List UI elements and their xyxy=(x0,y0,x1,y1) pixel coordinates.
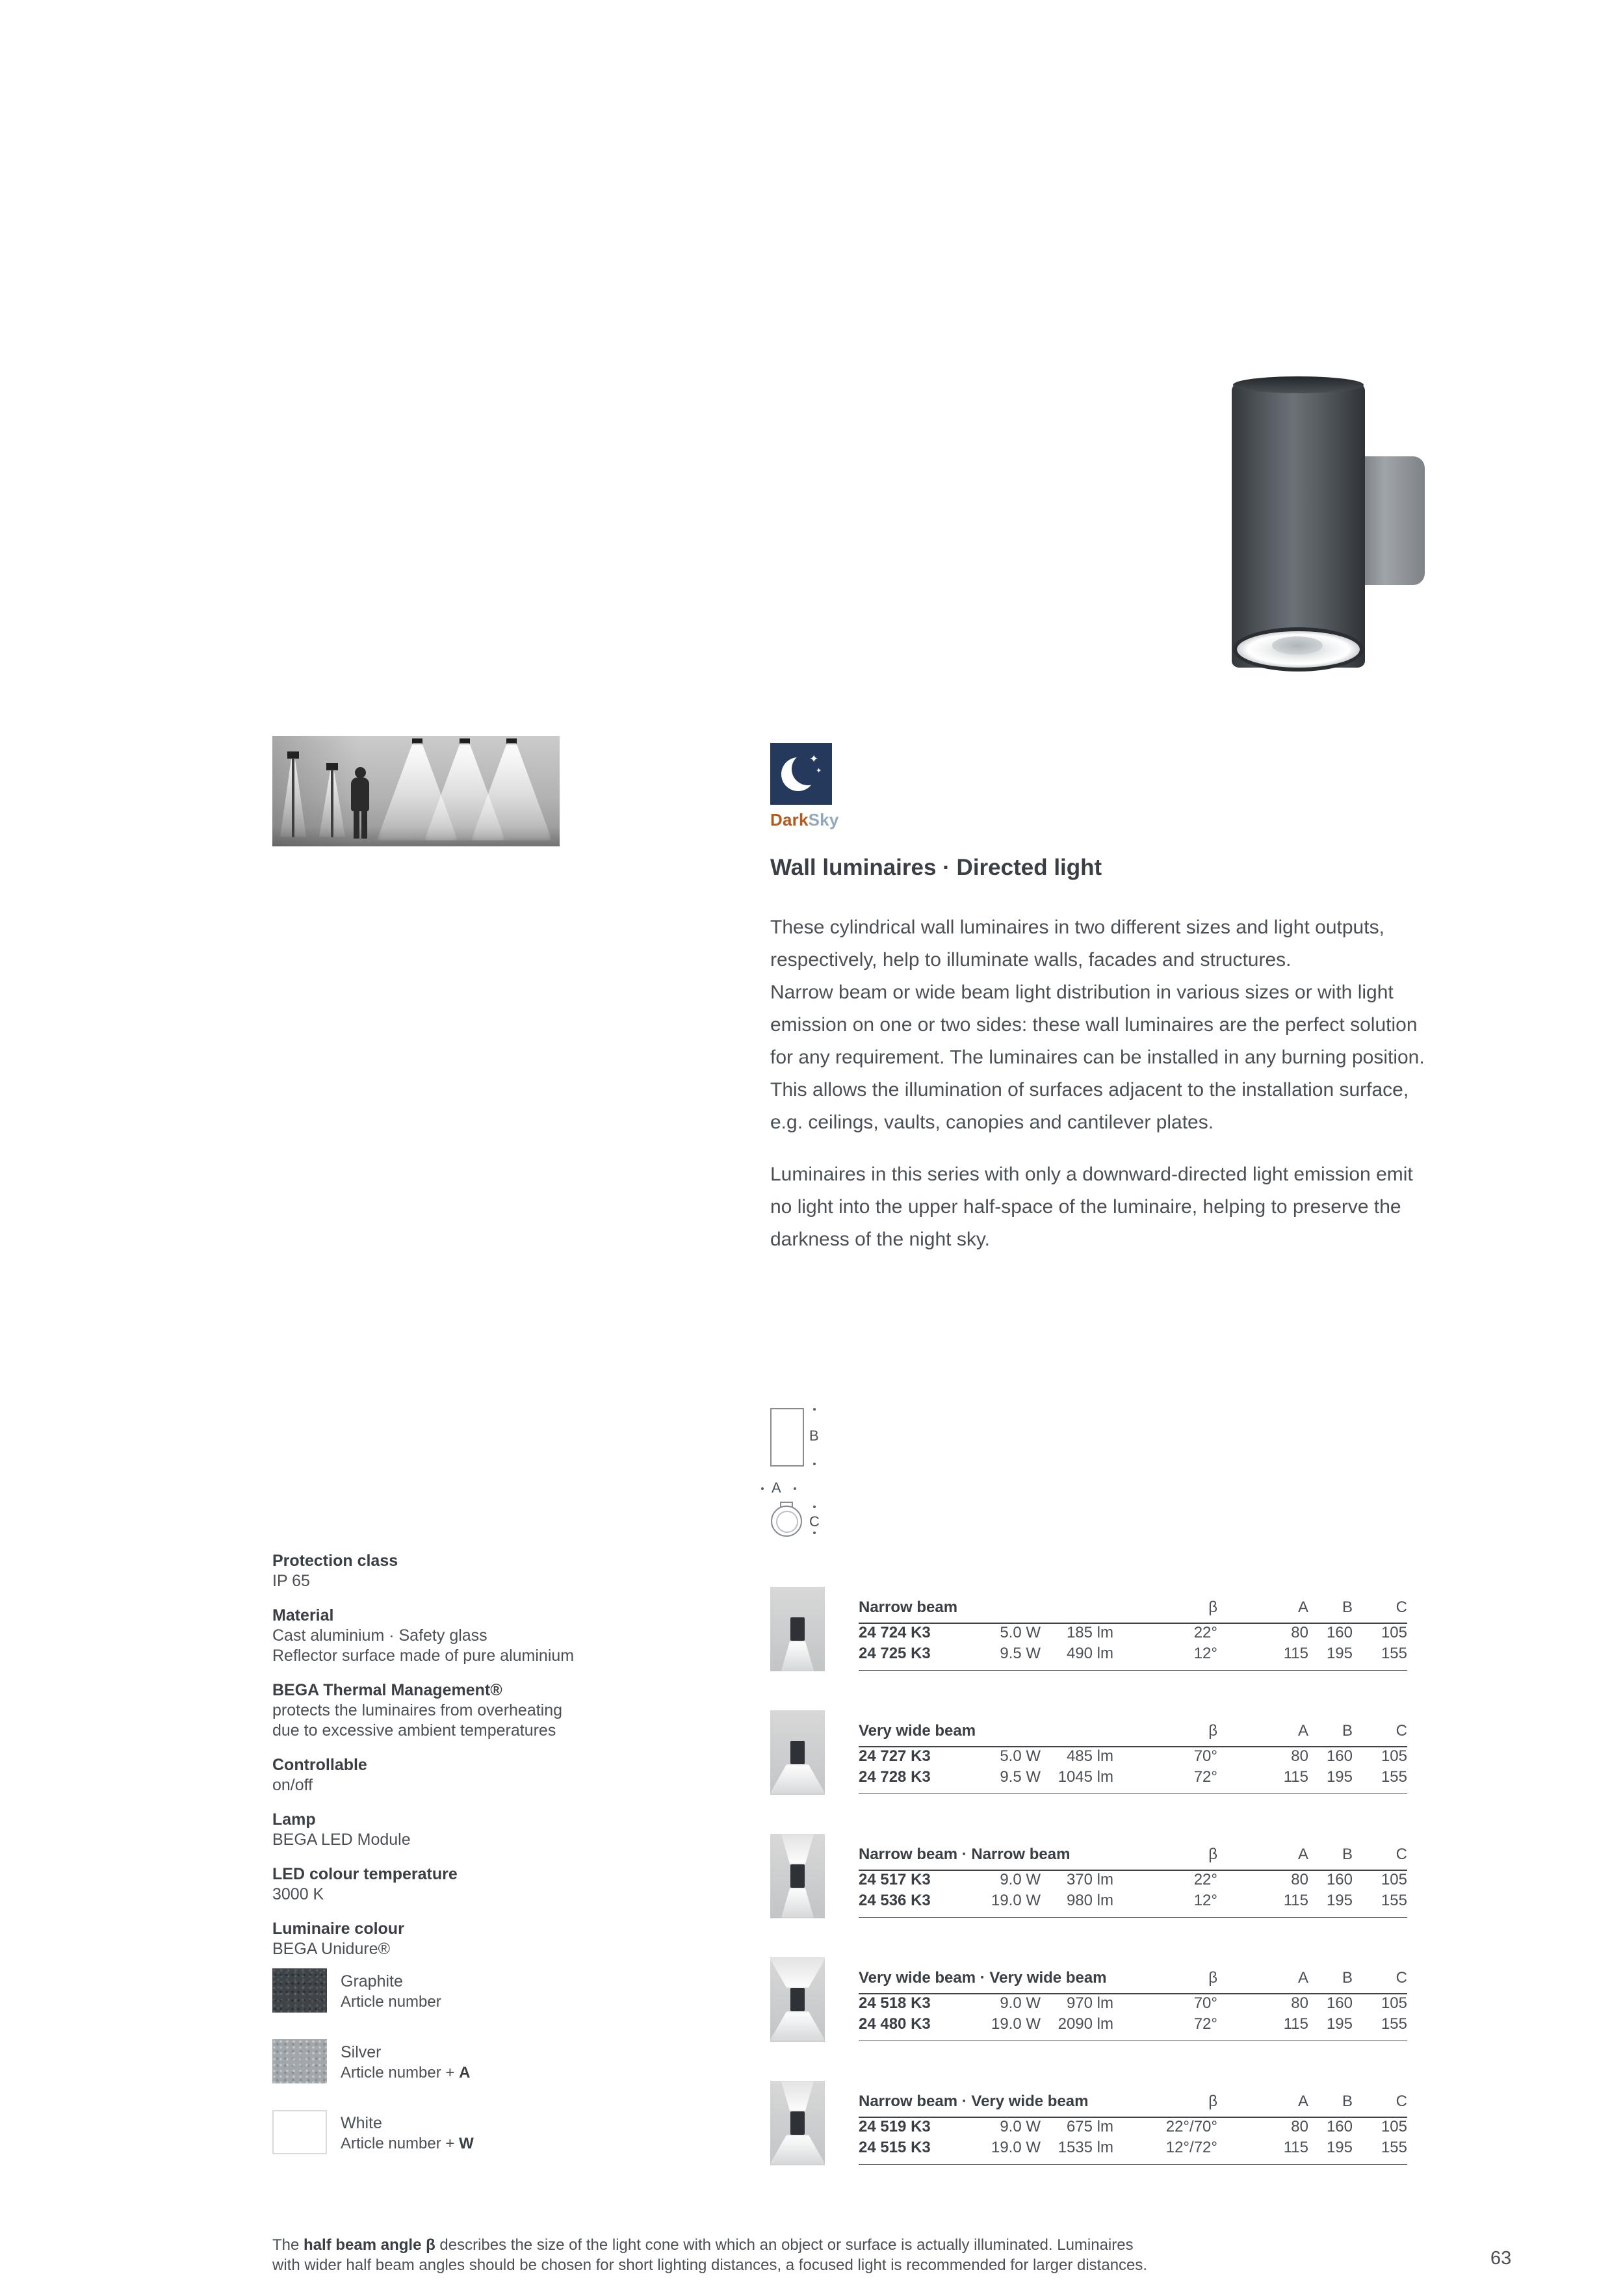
article-number: 24 518 K3 xyxy=(859,1994,931,2012)
col-header-c: C xyxy=(1396,1722,1407,1740)
dim-a: 115 xyxy=(1283,1892,1308,1909)
col-header-beta: β xyxy=(1208,1598,1217,1616)
dim-b: 160 xyxy=(1326,1747,1353,1765)
article-number: 24 519 K3 xyxy=(859,2118,931,2135)
data-table xyxy=(859,2093,1407,2165)
dim-b: 195 xyxy=(1326,1768,1353,1786)
dim-c: 105 xyxy=(1381,1624,1407,1641)
luminaire-thumbnail xyxy=(770,1834,825,1918)
dimension-tick xyxy=(794,1487,796,1490)
article-number: 24 727 K3 xyxy=(859,1747,931,1765)
spec-title: Luminaire colour xyxy=(272,1920,404,1938)
spec-value: Reflector surface made of pure aluminium xyxy=(272,1647,575,1665)
graphite-swatch xyxy=(272,1968,327,2013)
intro-paragraph-3: Luminaires in this series with only a downward-directed light emission emit no light into the upper half-space of the luminaire, helping to preserve the darkness of the night sky. xyxy=(770,1164,1413,1250)
spec-title: Controllable xyxy=(272,1756,367,1774)
dim-b: 160 xyxy=(1326,1624,1353,1641)
footnote-text: describes the size of the light cone with which an object or surface is actually illuminated. Luminaires xyxy=(435,2236,1134,2254)
article-number: 24 536 K3 xyxy=(859,1892,931,1909)
spec-value: on/off xyxy=(272,1776,313,1794)
col-header-c: C xyxy=(1396,2093,1407,2110)
dim-a: 115 xyxy=(1283,1768,1308,1786)
beam-angle: 70° xyxy=(1193,1747,1217,1765)
spec-value: Cast aluminium · Safety glass xyxy=(272,1626,487,1645)
table-header xyxy=(859,1598,1407,1624)
luminous-flux: 485 lm xyxy=(1066,1747,1113,1765)
col-header-b: B xyxy=(1342,2093,1353,2110)
col-header-a: A xyxy=(1297,1722,1308,1740)
beam-angle: 12° xyxy=(1193,1645,1217,1662)
dim-b: 195 xyxy=(1326,1892,1353,1909)
dim-c: 155 xyxy=(1381,2015,1407,2033)
article-number: 24 515 K3 xyxy=(859,2139,931,2156)
colour-article xyxy=(341,1993,441,2011)
table-header xyxy=(859,1969,1407,1994)
footnote-line-2: with wider half beam angles should be chosen for short lighting distances, a focused light is recommended for larger distances. xyxy=(272,2256,1148,2274)
light-beam-up xyxy=(770,1834,825,1864)
dim-c: 155 xyxy=(1381,2139,1407,2156)
light-beam-down xyxy=(770,1764,825,1795)
light-beam-up xyxy=(770,2081,825,2111)
table-row xyxy=(859,1645,1407,1665)
spec-title: BEGA Thermal Management® xyxy=(272,1681,502,1699)
article-text: Article number xyxy=(341,1993,441,2011)
luminaire-body xyxy=(790,2111,805,2135)
data-table xyxy=(859,1598,1407,1671)
top-view-inner-circle xyxy=(776,1511,798,1533)
footnote-line-1 xyxy=(272,2235,1286,2255)
article-suffix: A xyxy=(459,2064,471,2081)
col-header-a: A xyxy=(1297,1846,1308,1863)
beam-angle: 72° xyxy=(1193,2015,1217,2033)
luminous-flux: 490 lm xyxy=(1066,1645,1113,1662)
colour-options xyxy=(272,1968,740,2181)
beam-angle: 70° xyxy=(1193,1994,1217,2012)
colour-name: Graphite xyxy=(341,1972,403,1990)
dim-a: 80 xyxy=(1291,2118,1308,2135)
table-row xyxy=(859,1892,1407,1912)
wattage: 9.0 W xyxy=(1000,2118,1041,2135)
colour-name: White xyxy=(341,2114,382,2132)
col-header-c: C xyxy=(1396,1846,1407,1863)
beam-angle: 22°/70° xyxy=(1165,2118,1217,2135)
dimension-label-b: B xyxy=(809,1428,819,1444)
dim-c: 105 xyxy=(1381,1747,1407,1765)
dim-c: 105 xyxy=(1381,1994,1407,2012)
darksky-label xyxy=(770,810,839,830)
footnote-text: The xyxy=(272,2236,304,2254)
dim-b: 160 xyxy=(1326,1994,1353,2012)
wattage: 5.0 W xyxy=(1000,1747,1041,1765)
dim-a: 115 xyxy=(1283,2015,1308,2033)
article-number: 24 724 K3 xyxy=(859,1624,931,1641)
white-swatch xyxy=(272,2110,327,2154)
dim-a: 80 xyxy=(1291,1994,1308,2012)
table-row xyxy=(859,2015,1407,2036)
pole xyxy=(292,758,294,837)
article-number: 24 725 K3 xyxy=(859,1645,931,1662)
luminous-flux: 370 lm xyxy=(1066,1871,1113,1888)
wattage: 19.0 W xyxy=(991,2139,1041,2156)
spec-controllable xyxy=(272,1755,740,1795)
luminaire-body xyxy=(790,1864,805,1888)
spec-value: due to excessive ambient temperatures xyxy=(272,1721,556,1740)
dimension-diagram xyxy=(770,1402,881,1548)
beam-angle: 22° xyxy=(1193,1871,1217,1888)
spec-title: Material xyxy=(272,1606,334,1624)
spec-colour-temperature xyxy=(272,1864,740,1905)
table-title: Narrow beam xyxy=(859,1598,958,1616)
table-row xyxy=(859,2118,1407,2139)
light-distribution-image xyxy=(272,736,560,846)
wattage: 5.0 W xyxy=(1000,1624,1041,1641)
front-view-outline xyxy=(770,1408,804,1467)
luminaire-glass-center xyxy=(1272,636,1323,655)
table-row xyxy=(859,1871,1407,1892)
luminaire-cylinder xyxy=(1232,380,1365,668)
colour-option-silver xyxy=(272,2039,740,2083)
col-header-a: A xyxy=(1297,2093,1308,2110)
table-row xyxy=(859,1994,1407,2015)
spec-title: Lamp xyxy=(272,1810,316,1829)
luminaire-thumbnail xyxy=(770,1957,825,2042)
table-header xyxy=(859,2093,1407,2118)
dim-c: 105 xyxy=(1381,2118,1407,2135)
spec-thermal-management xyxy=(272,1680,740,1741)
spec-value: IP 65 xyxy=(272,1572,310,1590)
spec-material xyxy=(272,1606,740,1666)
table-header xyxy=(859,1722,1407,1747)
intro-paragraph-1: These cylindrical wall luminaires in two different sizes and light outputs, respectively, help to illuminate walls, facades and structures. xyxy=(770,917,1384,971)
luminous-flux: 970 lm xyxy=(1066,1994,1113,2012)
spec-title: Protection class xyxy=(272,1552,398,1570)
beam-angle: 12°/72° xyxy=(1165,2139,1217,2156)
table-title: Narrow beam · Very wide beam xyxy=(859,2093,1089,2110)
luminaire-body xyxy=(790,1988,805,2011)
col-header-beta: β xyxy=(1208,1722,1217,1740)
col-header-a: A xyxy=(1297,1969,1308,1987)
wattage: 9.5 W xyxy=(1000,1768,1041,1786)
wattage: 9.5 W xyxy=(1000,1645,1041,1662)
table-row xyxy=(859,2139,1407,2159)
luminaire-body xyxy=(790,1617,805,1641)
luminaire-body xyxy=(790,1741,805,1764)
col-header-beta: β xyxy=(1208,1846,1217,1863)
star-icon: ✦ xyxy=(816,767,822,775)
star-icon: ✦ xyxy=(809,753,819,765)
dim-a: 80 xyxy=(1291,1624,1308,1641)
dim-a: 80 xyxy=(1291,1747,1308,1765)
col-header-b: B xyxy=(1342,1722,1353,1740)
luminaire-top-cap xyxy=(1233,376,1364,393)
colour-option-graphite xyxy=(272,1968,740,2013)
luminous-flux: 1535 lm xyxy=(1058,2139,1113,2156)
article-text: Article number + xyxy=(341,2064,460,2081)
article-suffix: W xyxy=(459,2135,474,2152)
data-table xyxy=(859,1969,1407,2041)
silver-swatch xyxy=(272,2039,327,2083)
dimension-label-a: A xyxy=(772,1480,781,1496)
article-number: 24 480 K3 xyxy=(859,2015,931,2033)
dim-c: 155 xyxy=(1381,1892,1407,1909)
article-text: Article number + xyxy=(341,2135,460,2152)
luminous-flux: 2090 lm xyxy=(1058,2015,1113,2033)
pole xyxy=(331,770,333,837)
spec-value: protects the luminaires from overheating xyxy=(272,1701,563,1719)
spec-value: BEGA Unidure® xyxy=(272,1940,391,1958)
intro-text xyxy=(770,911,1427,1256)
table-row xyxy=(859,1624,1407,1645)
beam-angle: 22° xyxy=(1193,1624,1217,1641)
data-table xyxy=(859,1722,1407,1794)
light-beam-down xyxy=(770,2135,825,2165)
article-number: 24 728 K3 xyxy=(859,1768,931,1786)
wattage: 9.0 W xyxy=(1000,1871,1041,1888)
spec-value: 3000 K xyxy=(272,1885,324,1903)
spec-lamp xyxy=(272,1810,740,1850)
page-title: Wall luminaires · Directed light xyxy=(770,855,1102,880)
dimension-tick xyxy=(813,1463,816,1465)
dim-c: 105 xyxy=(1381,1871,1407,1888)
dimension-tick xyxy=(813,1532,816,1534)
col-header-a: A xyxy=(1297,1598,1308,1616)
col-header-c: C xyxy=(1396,1598,1407,1616)
page-number: 63 xyxy=(1490,2248,1512,2269)
light-beam-down xyxy=(770,2011,825,2042)
wattage: 19.0 W xyxy=(991,2015,1041,2033)
col-header-c: C xyxy=(1396,1969,1407,1987)
col-header-beta: β xyxy=(1208,1969,1217,1987)
footnote xyxy=(272,2235,1286,2275)
darksky-label-dark: Dark xyxy=(770,810,809,829)
dim-a: 115 xyxy=(1283,2139,1308,2156)
dimension-tick xyxy=(813,1506,816,1508)
dimension-tick xyxy=(761,1487,764,1490)
col-header-b: B xyxy=(1342,1846,1353,1863)
person-silhouette xyxy=(361,809,367,839)
dim-a: 80 xyxy=(1291,1871,1308,1888)
product-photo xyxy=(1232,375,1446,673)
col-header-beta: β xyxy=(1208,2093,1217,2110)
colour-article xyxy=(341,2135,474,2153)
light-beam-down xyxy=(770,1641,825,1671)
luminous-flux: 185 lm xyxy=(1066,1624,1113,1641)
dim-b: 160 xyxy=(1326,1871,1353,1888)
colour-name: Silver xyxy=(341,2043,382,2061)
luminaire-thumbnail xyxy=(770,1587,825,1671)
spec-luminaire-colour xyxy=(272,1919,740,1959)
data-table xyxy=(859,1846,1407,1918)
dim-b: 195 xyxy=(1326,1645,1353,1662)
table-header xyxy=(859,1846,1407,1871)
luminous-flux: 1045 lm xyxy=(1058,1768,1113,1786)
table-title: Very wide beam xyxy=(859,1722,976,1740)
luminaire-thumbnail xyxy=(770,1710,825,1795)
wattage: 9.0 W xyxy=(1000,1994,1041,2012)
dimension-label-c: C xyxy=(809,1513,820,1530)
dim-c: 155 xyxy=(1381,1645,1407,1662)
article-number: 24 517 K3 xyxy=(859,1871,931,1888)
person-silhouette xyxy=(355,767,366,778)
colour-option-white xyxy=(272,2110,740,2154)
colour-article xyxy=(341,2064,470,2082)
person-silhouette xyxy=(354,809,359,839)
darksky-label-sky: Sky xyxy=(808,810,839,829)
spec-protection-class xyxy=(272,1551,740,1591)
darksky-icon xyxy=(770,743,832,805)
dim-b: 195 xyxy=(1326,2139,1353,2156)
luminaire-thumbnail xyxy=(770,2081,825,2165)
intro-paragraph-2: Narrow beam or wide beam light distribution in various sizes or with light emission on one or two sides: these wall luminaires are the perfect solution for any requirement. The luminaires can be installed in any burning position. This allows the illumination of surfaces adjacent to the installation surface, e.g. ceilings, vaults, canopies and cantilever plates. xyxy=(770,982,1425,1133)
spec-value: BEGA LED Module xyxy=(272,1831,411,1849)
dimension-tick xyxy=(813,1408,816,1411)
table-row xyxy=(859,1747,1407,1768)
wattage: 19.0 W xyxy=(991,1892,1041,1909)
dim-b: 195 xyxy=(1326,2015,1353,2033)
luminous-flux: 675 lm xyxy=(1066,2118,1113,2135)
table-title: Very wide beam · Very wide beam xyxy=(859,1969,1107,1987)
person-silhouette xyxy=(351,777,369,811)
light-beam-down xyxy=(770,1888,825,1918)
col-header-b: B xyxy=(1342,1598,1353,1616)
table-title: Narrow beam · Narrow beam xyxy=(859,1846,1071,1863)
specifications xyxy=(272,1551,740,1974)
luminous-flux: 980 lm xyxy=(1066,1892,1113,1909)
table-row xyxy=(859,1768,1407,1789)
beam-angle: 72° xyxy=(1193,1768,1217,1786)
footnote-bold-term: half beam angle β xyxy=(304,2236,435,2254)
light-beam-up xyxy=(770,1957,825,1988)
spec-title: LED colour temperature xyxy=(272,1865,458,1883)
dim-b: 160 xyxy=(1326,2118,1353,2135)
col-header-b: B xyxy=(1342,1969,1353,1987)
dim-c: 155 xyxy=(1381,1768,1407,1786)
beam-angle: 12° xyxy=(1193,1892,1217,1909)
dim-a: 115 xyxy=(1283,1645,1308,1662)
